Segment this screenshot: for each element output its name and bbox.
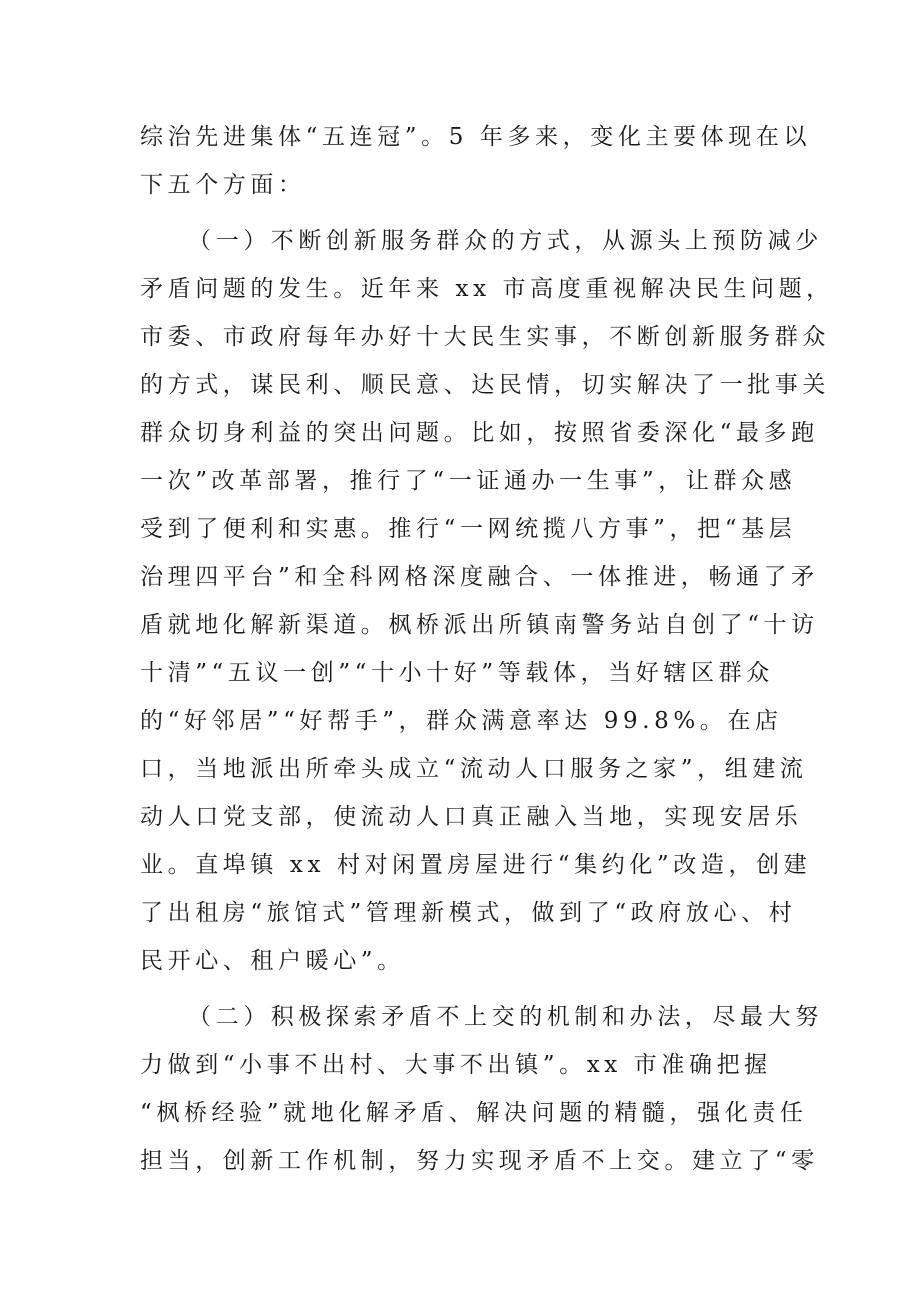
text-line: 民开心、租户暖心”。 bbox=[140, 948, 405, 974]
text-line: 力做到“小事不出村、大事不出镇”。xx 市准确把握 bbox=[140, 1052, 772, 1078]
text-line: 受到了便利和实惠。推行“一网统揽八方事”，把“基层 bbox=[140, 516, 797, 542]
text-line: 群众切身利益的突出问题。比如，按照省委深化“最多跑 bbox=[140, 420, 819, 446]
paragraph-heading-line: （二）积极探索矛盾不上交的机制和办法，尽最大努 bbox=[188, 1004, 823, 1030]
paragraph-heading-line: （一）不断创新服务群众的方式，从源头上预防减少 bbox=[188, 228, 823, 254]
text-line: 市委、市政府每年办好十大民生实事，不断创新服务群众 bbox=[140, 324, 830, 350]
text-line: 综治先进集体“五连冠”。5 年多来，变化主要体现在以 bbox=[140, 124, 812, 150]
text-line: 十清”“五议一创”“十小十好”等载体，当好辖区群众 bbox=[140, 660, 774, 686]
text-line: 动人口党支部，使流动人口真正融入当地，实现安居乐 bbox=[140, 804, 803, 830]
text-line: 了出租房“旅馆式”管理新模式，做到了“政府放心、村 bbox=[140, 900, 797, 926]
text-line: 盾就地化解新渠道。枫桥派出所镇南警务站自创了“十访 bbox=[140, 612, 819, 638]
text-line: 矛盾问题的发生。近年来 xx 市高度重视解决民生问题， bbox=[140, 276, 834, 302]
text-line: 业。直埠镇 xx 村对闲置房屋进行“集约化”改造，创建 bbox=[140, 852, 812, 878]
text-line: 口，当地派出所牵头成立“流动人口服务之家”，组建流 bbox=[140, 756, 808, 782]
text-line: 的方式，谋民利、顺民意、达民情，切实解决了一批事关 bbox=[140, 372, 830, 398]
text-line: 下五个方面： bbox=[140, 172, 306, 198]
text-line: 担当，创新工作机制，努力实现矛盾不上交。建立了“零 bbox=[140, 1148, 819, 1174]
text-line: 一次”改革部署，推行了“一证通办一生事”，让群众感 bbox=[140, 468, 797, 494]
text-line: “枫桥经验”就地化解矛盾、解决问题的精髓，强化责任 bbox=[140, 1100, 808, 1126]
text-line: 治理四平台”和全科网格深度融合、一体推进，畅通了矛 bbox=[140, 564, 819, 590]
text-line: 的“好邻居”“好帮手”，群众满意率达 99.8%。在店 bbox=[140, 708, 783, 734]
